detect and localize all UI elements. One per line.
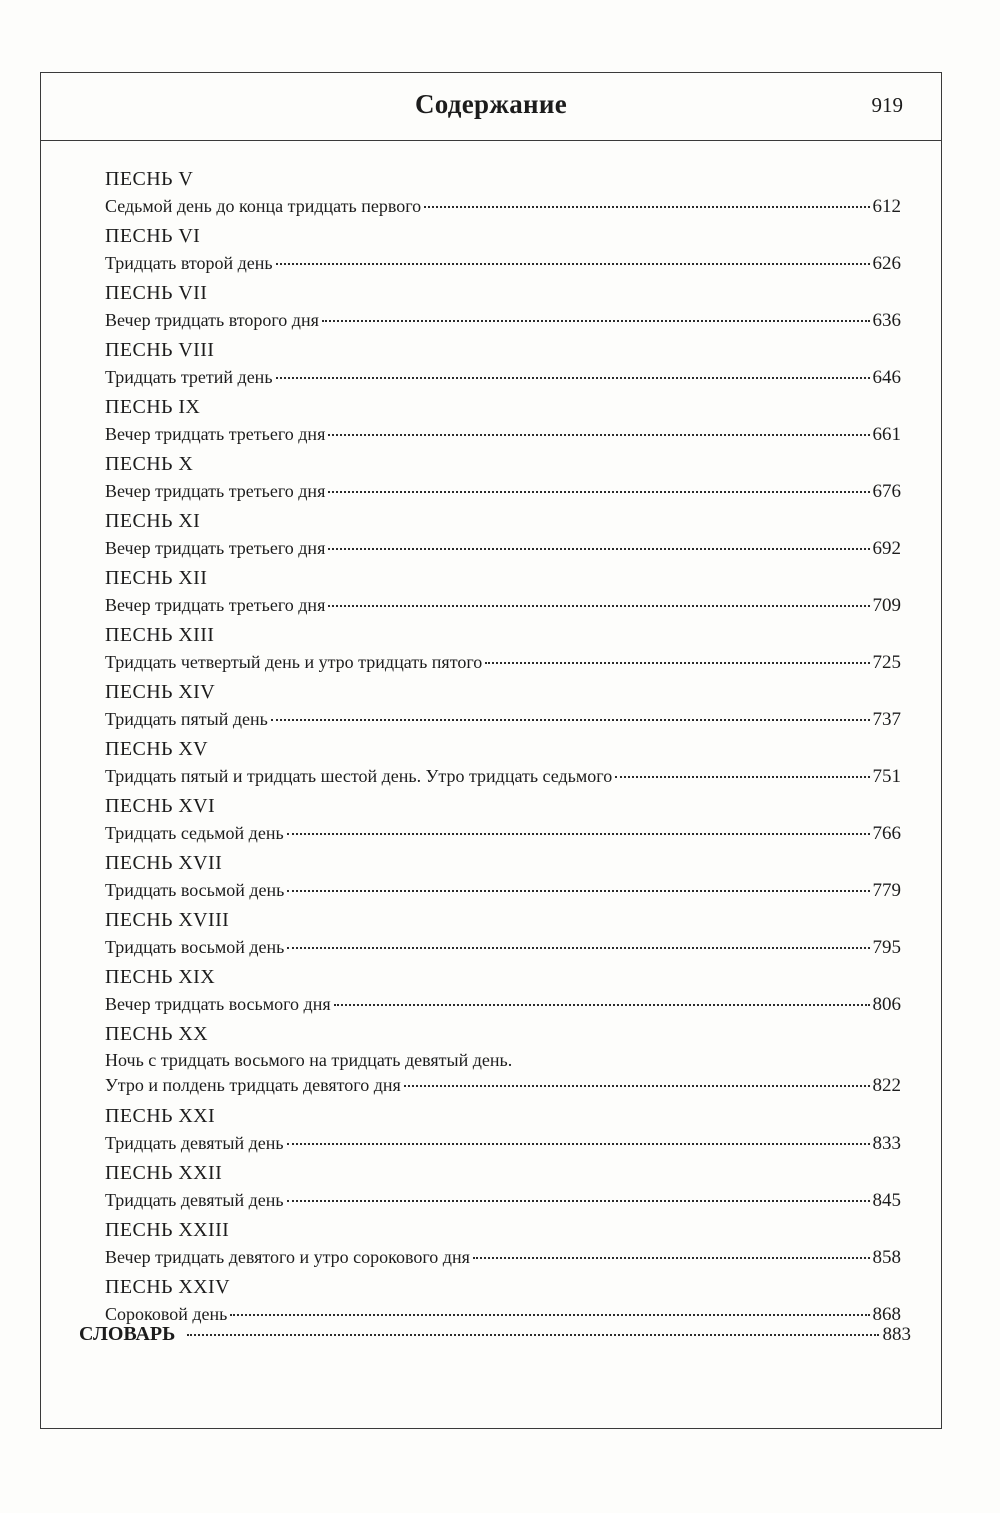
- toc-entry[interactable]: [105, 907, 901, 964]
- entry-title: Вечер тридцать третьего дня: [105, 595, 326, 615]
- canto-heading: ПЕСНЬ XXIV: [105, 1276, 230, 1298]
- toc-entry[interactable]: [105, 850, 901, 907]
- toc-entry[interactable]: [105, 223, 901, 280]
- entry-title-row: [105, 649, 901, 676]
- entry-page-number: 646: [872, 367, 901, 388]
- dot-leader: [230, 1314, 869, 1316]
- dot-leader: [287, 890, 869, 892]
- dot-leader: [287, 947, 869, 949]
- dot-leader: [287, 1200, 870, 1202]
- entry-title-row: [105, 1072, 901, 1099]
- canto-heading: ПЕСНЬ XIII: [105, 624, 215, 646]
- toc-entry[interactable]: [105, 793, 901, 850]
- entry-title-row: [105, 934, 901, 961]
- entry-title: Тридцать пятый день: [105, 709, 268, 729]
- toc-entry[interactable]: [105, 622, 901, 679]
- entry-title-row: [105, 478, 901, 505]
- entry-title: Тридцать пятый и тридцать шестой день. Утро тридцать седьмого: [105, 766, 613, 786]
- entry-title: Тридцать второй день: [105, 253, 273, 273]
- dot-leader: [328, 605, 869, 607]
- entry-title-row: [105, 706, 901, 733]
- toc-entry[interactable]: [105, 280, 901, 337]
- entry-title: Тридцать восьмой день: [105, 880, 285, 900]
- canto-heading: ПЕСНЬ V: [105, 168, 194, 190]
- entry-title-row: [105, 250, 901, 277]
- entry-title-row: [105, 193, 901, 220]
- toc-entry[interactable]: [105, 736, 901, 793]
- dot-leader: [615, 776, 869, 778]
- toc-entry[interactable]: [105, 679, 901, 736]
- canto-heading: ПЕСНЬ VII: [105, 282, 208, 304]
- entry-title: Вечер тридцать девятого и утро сорокового дня: [105, 1247, 470, 1267]
- toc-entry-dictionary[interactable]: [79, 1323, 911, 1346]
- entry-title-row: [105, 877, 901, 904]
- entry-page-number: 779: [872, 880, 901, 901]
- canto-heading: ПЕСНЬ XIV: [105, 681, 216, 703]
- canto-heading: ПЕСНЬ VI: [105, 225, 201, 247]
- toc-entry[interactable]: [105, 166, 901, 223]
- dot-leader: [276, 377, 870, 379]
- page-number: 919: [871, 93, 903, 117]
- entry-title-row: [105, 535, 901, 562]
- dot-leader: [424, 206, 869, 208]
- entry-page-number: 626: [872, 253, 901, 274]
- entry-title-row: [105, 991, 901, 1018]
- page-header: [41, 73, 941, 141]
- toc-entry[interactable]: [105, 565, 901, 622]
- entry-page-number: 806: [872, 994, 901, 1015]
- canto-heading: ПЕСНЬ IX: [105, 396, 201, 418]
- canto-heading: ПЕСНЬ XXIII: [105, 1219, 230, 1241]
- canto-heading: ПЕСНЬ XVII: [105, 852, 223, 874]
- entry-title-row: [105, 421, 901, 448]
- entry-page-number: 737: [872, 709, 901, 730]
- entry-title: Тридцать седьмой день: [105, 823, 284, 843]
- entry-title: Вечер тридцать третьего дня: [105, 538, 326, 558]
- entry-page-number: 868: [872, 1304, 901, 1325]
- entry-page-number: 636: [872, 310, 901, 331]
- entry-title-row: [105, 763, 901, 790]
- toc-entry[interactable]: [105, 451, 901, 508]
- entry-page-number: 692: [872, 538, 901, 559]
- entry-title-row: [105, 820, 901, 847]
- entry-page-number: 661: [872, 424, 901, 445]
- entry-title: Тридцать восьмой день: [105, 937, 285, 957]
- dot-leader: [328, 434, 869, 436]
- dot-leader: [404, 1085, 870, 1087]
- canto-heading: ПЕСНЬ XVI: [105, 795, 216, 817]
- entry-page-number: 725: [872, 652, 901, 673]
- entry-title: Тридцать третий день: [105, 367, 273, 387]
- toc-entry[interactable]: [105, 1103, 901, 1160]
- entry-title-row: [105, 307, 901, 334]
- dot-leader: [287, 1143, 870, 1145]
- dictionary-page-number: 883: [882, 1324, 911, 1345]
- entry-page-number: 766: [872, 823, 901, 844]
- canto-heading: ПЕСНЬ XXI: [105, 1105, 216, 1127]
- dot-leader: [473, 1257, 870, 1259]
- entry-title-row: [105, 1187, 901, 1214]
- dot-leader: [485, 662, 869, 664]
- canto-heading: ПЕСНЬ VIII: [105, 339, 215, 361]
- entry-title: Утро и полдень тридцать девятого дня: [105, 1075, 401, 1095]
- entry-page-number: 612: [872, 196, 901, 217]
- entry-title-row: [105, 1244, 901, 1271]
- entry-page-number: 858: [872, 1247, 901, 1268]
- dot-leader: [322, 320, 870, 322]
- entry-title: Седьмой день до конца тридцать первого: [105, 196, 422, 216]
- toc-entry[interactable]: [105, 508, 901, 565]
- entry-page-number: 845: [872, 1190, 901, 1211]
- dot-leader: [334, 1004, 870, 1006]
- entry-title: Вечер тридцать третьего дня: [105, 424, 326, 444]
- dot-leader: [187, 1334, 878, 1336]
- canto-heading: ПЕСНЬ XXII: [105, 1162, 223, 1184]
- canto-heading: ПЕСНЬ XV: [105, 738, 209, 760]
- canto-heading: ПЕСНЬ XX: [105, 1023, 209, 1045]
- entry-page-number: 676: [872, 481, 901, 502]
- canto-heading: ПЕСНЬ XVIII: [105, 909, 230, 931]
- page-title: Содержание: [414, 89, 568, 119]
- dot-leader: [328, 491, 869, 493]
- entry-title: Сороковой день: [105, 1304, 228, 1324]
- entry-title: Тридцать девятый день: [105, 1133, 284, 1153]
- dot-leader: [276, 263, 870, 265]
- toc-entry[interactable]: [105, 1021, 901, 1103]
- dictionary-title: СЛОВАРЬ: [79, 1323, 176, 1345]
- entry-title: Вечер тридцать восьмого дня: [105, 994, 331, 1014]
- entry-title-row: [105, 1130, 901, 1157]
- entry-subtitle-line: Ночь с тридцать восьмого на тридцать девятый день.: [105, 1050, 513, 1070]
- entry-title: Тридцать четвертый день и утро тридцать пятого: [105, 652, 483, 672]
- entry-title-row: [105, 364, 901, 391]
- entry-title-row: [105, 592, 901, 619]
- canto-heading: ПЕСНЬ XIX: [105, 966, 216, 988]
- toc-entry[interactable]: [105, 964, 901, 1021]
- entry-page-number: 795: [872, 937, 901, 958]
- toc-entry[interactable]: [105, 1217, 901, 1274]
- canto-heading: ПЕСНЬ X: [105, 453, 194, 475]
- page-frame: [40, 72, 942, 1429]
- entry-page-number: 709: [872, 595, 901, 616]
- canto-heading: ПЕСНЬ XI: [105, 510, 201, 532]
- dot-leader: [328, 548, 869, 550]
- toc-entry[interactable]: [105, 394, 901, 451]
- dot-leader: [287, 833, 870, 835]
- toc-entry[interactable]: [105, 337, 901, 394]
- entry-title: Тридцать девятый день: [105, 1190, 284, 1210]
- toc-entry[interactable]: [105, 1160, 901, 1217]
- canto-heading: ПЕСНЬ XII: [105, 567, 208, 589]
- entry-title: Вечер тридцать второго дня: [105, 310, 319, 330]
- entry-title: Вечер тридцать третьего дня: [105, 481, 326, 501]
- entry-page-number: 833: [872, 1133, 901, 1154]
- entry-page-number: 751: [872, 766, 901, 787]
- dot-leader: [271, 719, 870, 721]
- table-of-contents: [105, 166, 901, 1331]
- entry-page-number: 822: [872, 1075, 901, 1096]
